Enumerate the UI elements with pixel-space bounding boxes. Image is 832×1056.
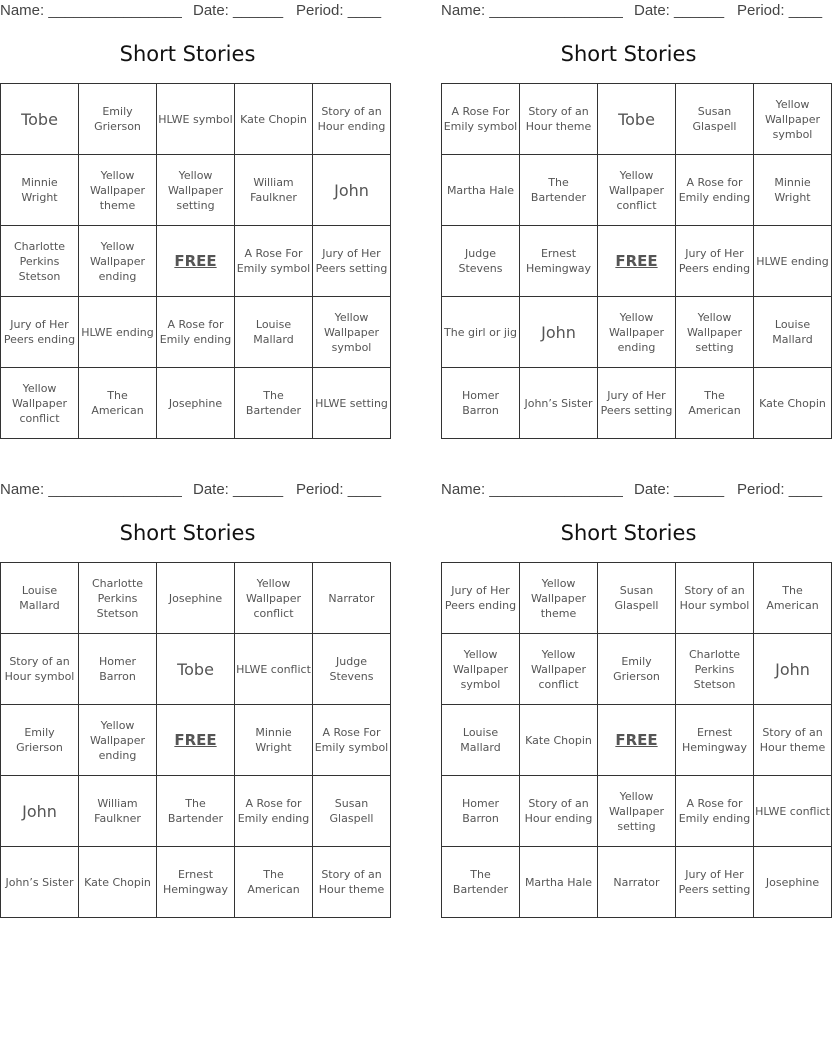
bingo-cell: Charlotte Perkins Stetson [79, 563, 157, 634]
grid-row [1, 563, 391, 634]
bingo-cell: The American [676, 368, 754, 439]
bingo-cell: HLWE ending [754, 226, 832, 297]
bingo-cell: Yellow Wallpaper symbol [442, 634, 520, 705]
bingo-cell: Susan Glaspell [598, 563, 676, 634]
name-field: Name: ________________ [441, 481, 623, 498]
bingo-grid [441, 562, 832, 918]
bingo-cell: The Bartender [442, 847, 520, 918]
date-field: Date: ______ [634, 2, 725, 19]
bingo-cell: Emily Grierson [598, 634, 676, 705]
date-field: Date: ______ [193, 481, 284, 498]
grid-row [442, 847, 832, 918]
student-info-line [441, 481, 823, 499]
bingo-cell: A Rose For Emily symbol [235, 226, 313, 297]
grid-row [1, 368, 391, 439]
period-field: Period: ____ [737, 481, 823, 498]
student-info-line [441, 2, 823, 20]
name-field: Name: ________________ [441, 2, 623, 19]
bingo-cell: Yellow Wallpaper symbol [313, 297, 391, 368]
bingo-cell: Judge Stevens [442, 226, 520, 297]
bingo-cell: Josephine [157, 563, 235, 634]
bingo-cell: Ernest Hemingway [520, 226, 598, 297]
bingo-cell: Yellow Wallpaper setting [157, 155, 235, 226]
bingo-cell: Minnie Wright [235, 705, 313, 776]
bingo-grid [441, 83, 832, 439]
grid-row [1, 776, 391, 847]
bingo-cell: Homer Barron [79, 634, 157, 705]
bingo-cell: Yellow Wallpaper conflict [235, 563, 313, 634]
bingo-cell: Louise Mallard [1, 563, 79, 634]
grid-row [1, 634, 391, 705]
bingo-cell: Narrator [598, 847, 676, 918]
bingo-cell: HLWE symbol [157, 84, 235, 155]
bingo-cell: The girl or jig [442, 297, 520, 368]
bingo-grid [0, 83, 391, 439]
bingo-cell: The Bartender [157, 776, 235, 847]
bingo-cell: John’s Sister [520, 368, 598, 439]
bingo-cell: The Bartender [235, 368, 313, 439]
bingo-cell: Charlotte Perkins Stetson [1, 226, 79, 297]
bingo-cell: Story of an Hour symbol [1, 634, 79, 705]
grid-row [1, 705, 391, 776]
bingo-cell: Louise Mallard [754, 297, 832, 368]
bingo-cell: John [313, 155, 391, 226]
bingo-cell: Jury of Her Peers setting [313, 226, 391, 297]
bingo-cell: The American [79, 368, 157, 439]
bingo-cell: A Rose for Emily ending [157, 297, 235, 368]
bingo-cell: A Rose for Emily ending [676, 776, 754, 847]
bingo-cell: Minnie Wright [1, 155, 79, 226]
bingo-cell: A Rose For Emily symbol [313, 705, 391, 776]
bingo-cell: Yellow Wallpaper ending [79, 705, 157, 776]
bingo-cell: Yellow Wallpaper setting [598, 776, 676, 847]
bingo-cell: Kate Chopin [520, 705, 598, 776]
bingo-cell: Story of an Hour ending [520, 776, 598, 847]
bingo-cell: Kate Chopin [754, 368, 832, 439]
bingo-cell: Yellow Wallpaper conflict [520, 634, 598, 705]
bingo-cell: Jury of Her Peers setting [676, 847, 754, 918]
bingo-cell: Louise Mallard [442, 705, 520, 776]
bingo-cell: Story of an Hour symbol [676, 563, 754, 634]
bingo-cell: John [520, 297, 598, 368]
bingo-cell: Josephine [754, 847, 832, 918]
bingo-cell: Judge Stevens [313, 634, 391, 705]
bingo-cell: Yellow Wallpaper theme [79, 155, 157, 226]
bingo-cell: Minnie Wright [754, 155, 832, 226]
grid-row [442, 368, 832, 439]
bingo-cell: Emily Grierson [79, 84, 157, 155]
bingo-cell: Ernest Hemingway [676, 705, 754, 776]
student-info-line [0, 2, 382, 20]
card-title: Short Stories [560, 42, 697, 66]
bingo-cell: Yellow Wallpaper setting [676, 297, 754, 368]
bingo-cell: John [1, 776, 79, 847]
grid-row [442, 297, 832, 368]
bingo-cell: The American [754, 563, 832, 634]
period-field: Period: ____ [737, 2, 823, 19]
bingo-cell: Yellow Wallpaper ending [598, 297, 676, 368]
bingo-cell: Jury of Her Peers ending [442, 563, 520, 634]
bingo-cell: HLWE conflict [754, 776, 832, 847]
bingo-cell: Jury of Her Peers setting [598, 368, 676, 439]
student-info-line [0, 481, 382, 499]
grid-row [1, 155, 391, 226]
bingo-cell: Susan Glaspell [676, 84, 754, 155]
bingo-cell: Kate Chopin [79, 847, 157, 918]
card-title: Short Stories [119, 521, 256, 545]
name-field: Name: ________________ [0, 2, 182, 19]
bingo-cell: Martha Hale [520, 847, 598, 918]
bingo-cell: Jury of Her Peers ending [1, 297, 79, 368]
bingo-cell: William Faulkner [235, 155, 313, 226]
bingo-cell: Narrator [313, 563, 391, 634]
bingo-cell: HLWE ending [79, 297, 157, 368]
bingo-cell: Jury of Her Peers ending [676, 226, 754, 297]
period-field: Period: ____ [296, 481, 382, 498]
grid-row [442, 563, 832, 634]
grid-row [1, 226, 391, 297]
bingo-cell: Yellow Wallpaper symbol [754, 84, 832, 155]
bingo-cell: A Rose for Emily ending [235, 776, 313, 847]
card-title: Short Stories [119, 42, 256, 66]
bingo-cell: William Faulkner [79, 776, 157, 847]
bingo-cell: Yellow Wallpaper theme [520, 563, 598, 634]
grid-row [1, 84, 391, 155]
bingo-cell: Martha Hale [442, 155, 520, 226]
bingo-cell: Story of an Hour theme [754, 705, 832, 776]
bingo-cell: Yellow Wallpaper conflict [1, 368, 79, 439]
bingo-cell: Ernest Hemingway [157, 847, 235, 918]
bingo-cell: Yellow Wallpaper conflict [598, 155, 676, 226]
grid-row [1, 847, 391, 918]
bingo-cell: A Rose For Emily symbol [442, 84, 520, 155]
bingo-cell: HLWE setting [313, 368, 391, 439]
bingo-cell: Kate Chopin [235, 84, 313, 155]
bingo-grid [0, 562, 391, 918]
bingo-cell: The Bartender [520, 155, 598, 226]
grid-row [442, 705, 832, 776]
bingo-cell: Homer Barron [442, 368, 520, 439]
bingo-cell: Story of an Hour ending [313, 84, 391, 155]
bingo-cell: Story of an Hour theme [520, 84, 598, 155]
bingo-cell: A Rose for Emily ending [676, 155, 754, 226]
card-title: Short Stories [560, 521, 697, 545]
period-field: Period: ____ [296, 2, 382, 19]
bingo-cell: John [754, 634, 832, 705]
free-space: FREE [157, 705, 235, 776]
bingo-cell: Tobe [1, 84, 79, 155]
bingo-cell: Tobe [598, 84, 676, 155]
bingo-cell: Louise Mallard [235, 297, 313, 368]
grid-row [1, 297, 391, 368]
bingo-cell: Susan Glaspell [313, 776, 391, 847]
grid-row [442, 776, 832, 847]
bingo-cell: Homer Barron [442, 776, 520, 847]
bingo-cell: Emily Grierson [1, 705, 79, 776]
date-field: Date: ______ [193, 2, 284, 19]
bingo-cell: Yellow Wallpaper ending [79, 226, 157, 297]
free-space: FREE [157, 226, 235, 297]
free-space: FREE [598, 705, 676, 776]
grid-row [442, 634, 832, 705]
bingo-cell: John’s Sister [1, 847, 79, 918]
grid-row [442, 226, 832, 297]
name-field: Name: ________________ [0, 481, 182, 498]
bingo-cell: Charlotte Perkins Stetson [676, 634, 754, 705]
date-field: Date: ______ [634, 481, 725, 498]
grid-row [442, 155, 832, 226]
grid-row [442, 84, 832, 155]
bingo-cell: The American [235, 847, 313, 918]
bingo-cell: Story of an Hour theme [313, 847, 391, 918]
free-space: FREE [598, 226, 676, 297]
bingo-cell: Tobe [157, 634, 235, 705]
bingo-cell: Josephine [157, 368, 235, 439]
bingo-cell: HLWE conflict [235, 634, 313, 705]
